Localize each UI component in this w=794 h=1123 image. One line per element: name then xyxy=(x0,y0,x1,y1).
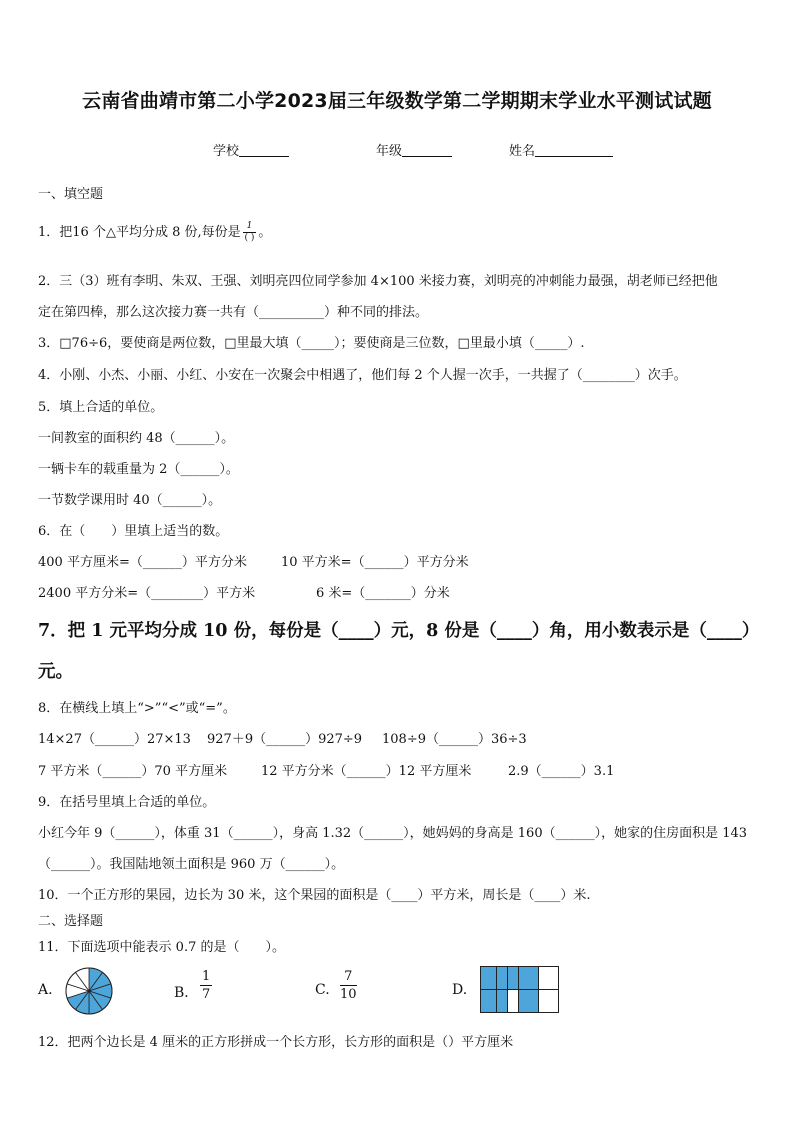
q1-frac-denominator: ( ) xyxy=(244,233,255,243)
option-c-label[interactable]: C. xyxy=(315,982,330,998)
question-12: 12．把两个边长是 4 厘米的正方形拼成一个长方形，长方形的面积是（）平方厘米 xyxy=(38,1035,514,1050)
name-blank[interactable] xyxy=(535,142,613,157)
grade-field xyxy=(376,140,452,159)
question-8b: 927＋9（______）927÷9 xyxy=(207,732,363,747)
grid-cell xyxy=(519,967,539,990)
grid-cells xyxy=(481,967,559,1013)
grid-cell xyxy=(481,967,497,990)
question-9-line2: （______）。我国陆地领土面积是 960 万（______）。 xyxy=(38,857,345,872)
question-2-line1: 2．三（3）班有李明、朱双、王强、刘明亮四位同学参加 4×100 米接力赛，刘明亮的冲刺能力最强，胡老师已经把他 xyxy=(38,274,718,289)
question-8a: 14×27（______）27×13 xyxy=(38,732,191,747)
question-5c: 一节数学课用时 40（______）。 xyxy=(38,493,222,508)
grid-cell xyxy=(539,990,559,1013)
name-label: 姓名 xyxy=(509,144,536,159)
question-11-heading: 11．下面选项中能表示 0.7 的是（ ）。 xyxy=(38,940,285,955)
question-8d: 7 平方米（______）70 平方厘米 xyxy=(38,764,228,779)
option-b-label[interactable]: B． xyxy=(174,985,199,1001)
question-6d: 6 米=（_______）分米 xyxy=(316,586,450,601)
question-9-heading: 9．在括号里填上合适的单位。 xyxy=(38,795,216,810)
question-7-line2: 元。 xyxy=(38,662,73,682)
question-6a: 400 平方厘米=（______）平方分米 xyxy=(38,555,247,570)
question-5a: 一间教室的面积约 48（______）。 xyxy=(38,431,235,446)
grid-cell xyxy=(508,967,519,990)
question-8f: 2.9（______）3.1 xyxy=(508,764,615,779)
grade-blank[interactable] xyxy=(402,142,452,157)
q1-frac-numerator: 1 xyxy=(243,222,257,233)
grid-cell xyxy=(508,990,519,1013)
school-label: 学校 xyxy=(213,144,240,159)
grid-cell xyxy=(539,967,559,990)
option-d-label[interactable]: D. xyxy=(452,982,468,998)
question-3: 3．□76÷6，要使商是两位数，□里最大填（_____）；要使商是三位数，□里最小填（_____）. xyxy=(38,336,585,351)
q1-fraction xyxy=(243,222,257,243)
school-field xyxy=(213,140,289,159)
page-title: 云南省曲靖市第二小学2023届三年级数学第二学期期末学业水平测试试题 xyxy=(82,90,712,112)
grid-cell xyxy=(519,990,539,1013)
option-b-fraction[interactable] xyxy=(200,970,212,1001)
option-b-denominator: 7 xyxy=(202,987,211,1002)
question-10: 10．一个正方形的果园，边长为 30 米，这个果园的面积是（____）平方米，周长是（____）米. xyxy=(38,888,591,903)
question-8-heading: 8．在横线上填上“>”“<”或“=”。 xyxy=(38,701,236,716)
grid-cell xyxy=(481,990,497,1013)
option-d-grid[interactable] xyxy=(480,966,559,1013)
question-8e: 12 平方分米（______）12 平方厘米 xyxy=(261,764,472,779)
grid-cell xyxy=(497,967,508,990)
option-b-numerator: 1 xyxy=(202,969,211,984)
option-c-fraction[interactable] xyxy=(340,970,357,1001)
question-7-line1: 7．把 1 元平均分成 10 份，每份是（____）元，8 份是（____）角，用小数表示是（____） xyxy=(38,621,760,641)
option-a-pie[interactable] xyxy=(64,966,114,1016)
question-1 xyxy=(38,221,271,243)
q1-end: 。 xyxy=(258,225,272,240)
school-blank[interactable] xyxy=(239,142,289,157)
grid-cell xyxy=(497,990,508,1013)
question-6c: 2400 平方分米=（________）平方米 xyxy=(38,586,256,601)
section-fill-heading: 一、填空题 xyxy=(38,187,104,202)
option-c-denominator: 10 xyxy=(340,987,357,1002)
section-choice-heading: 二、选择题 xyxy=(38,914,104,929)
option-c-numerator: 7 xyxy=(340,970,357,986)
name-field xyxy=(509,140,613,159)
question-8c: 108÷9（______）36÷3 xyxy=(382,732,527,747)
option-a-label[interactable]: A. xyxy=(38,982,53,998)
question-5b: 一辆卡车的载重量为 2（______）。 xyxy=(38,462,239,477)
q1-text: 1．把16 个△平均分成 8 份,每份是 xyxy=(38,225,241,240)
grade-label: 年级 xyxy=(376,144,403,159)
question-2-line2: 定在第四棒，那么这次接力赛一共有（__________）种不同的排法。 xyxy=(38,305,429,320)
question-6b: 10 平方米=（______）平方分米 xyxy=(281,555,469,570)
question-6-heading: 6．在（ ）里填上适当的数。 xyxy=(38,524,229,539)
question-9-line1: 小红今年 9（______），体重 31（______），身高 1.32（______），她妈妈的身高是 160（______），她家的住房面积是 143 xyxy=(38,826,748,841)
question-5-heading: 5．填上合适的单位。 xyxy=(38,400,164,415)
question-4: 4．小刚、小杰、小丽、小红、小安在一次聚会中相遇了，他们每 2 个人握一次手，一共握了（________）次手。 xyxy=(38,368,687,383)
